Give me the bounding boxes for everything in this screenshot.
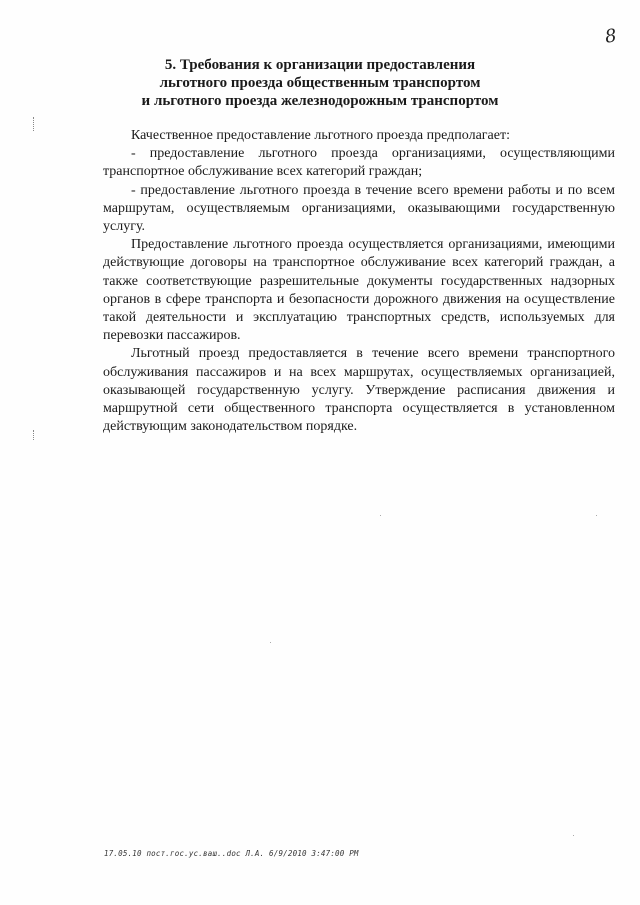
paragraph-item-2: - предоставление льготного проезда в течение всего времени работы и по всем маршрутам, осуществляемым организациями, оказывающими государственную услугу. [103,182,615,235]
file-footer: 17.05.10 пост.гос.ус.ваш..doc Л.А. 6/9/2010 3:47:00 PM [104,849,359,858]
paragraph-schedule: Льготный проезд предоставляется в течение всего времени транспортного обслуживания пассажиров и на всех маршрутах, осуществляемых организацией, оказывающей государственную услугу. Утверждение расписания движения и маршрутной сети общественного транспорта осуществляется в установленном действующим законодательством порядке. [103,346,615,435]
scan-speck [380,515,381,516]
scan-speck [573,835,574,836]
scan-speck [596,515,597,516]
document-body [103,127,615,436]
heading-line-2: льготного проезда общественным транспортом [159,75,481,91]
paragraph-intro: Качественное предоставление льготного проезда предполагает: [131,128,510,143]
scan-speck [270,642,271,643]
heading-line-3: и льготного проезда железнодорожным транспортом [141,93,499,109]
binding-mark-top [33,117,36,131]
page-number: 8 [603,25,618,48]
binding-mark-middle [33,430,36,440]
heading-line-1: 5. Требования к организации предоставления [164,57,476,73]
paragraph-organizations: Предоставление льготного проезда осуществляется организациями, имеющими действующие договоры на транспортное обслуживание всех категорий граждан, а также соответствующие разрешительные документы государственных надзорных органов в сфере транспорта и безопасности дорожного движения на осуществление такой деятельности и эксплуатацию транспортных средств, используемых для перевозки пассажиров. [103,237,615,344]
section-heading [100,56,540,110]
paragraph-item-1: - предоставление льготного проезда организациями, осуществляющими транспортное обслуживание всех категорий граждан; [103,146,615,180]
